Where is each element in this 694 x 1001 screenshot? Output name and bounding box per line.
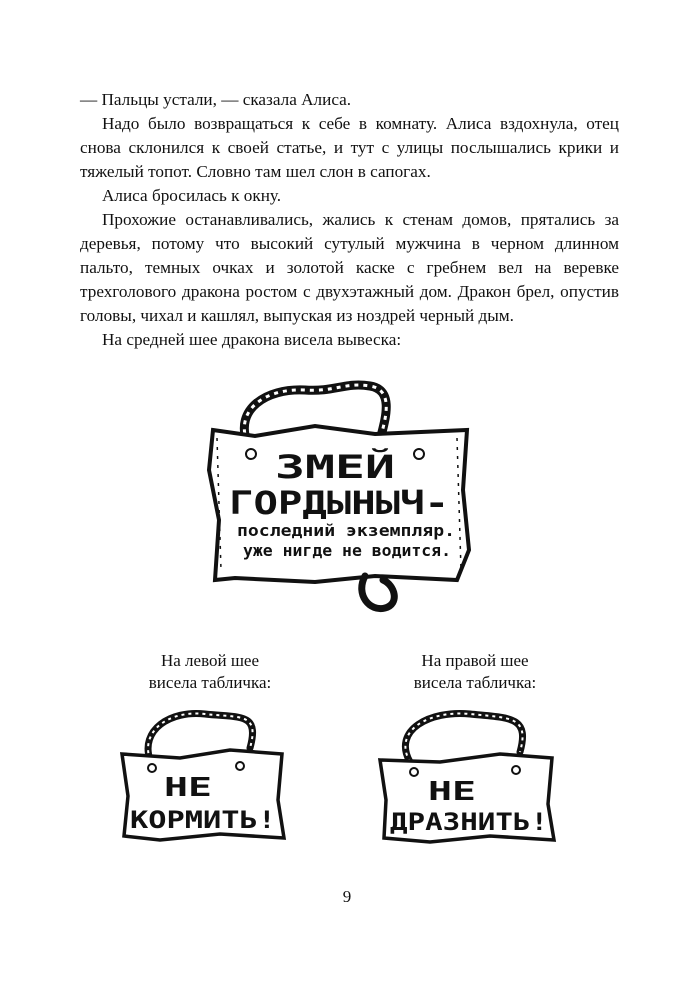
right-caption bbox=[375, 650, 575, 694]
paragraph: Прохожие останавливались, жались к стенам домов, прятались за деревья, потому что высокий сутулый мужчина в черном длинном пальто, темных очках и золотой каске с гребнем вел на веревке трехголового дракона ростом с двухэтажный дом. Дракон брел, опустив головы, чихал и кашлял, выпуская из ноздрей черный дым. bbox=[80, 210, 619, 325]
left-sign-line2: КОРМИТЬ! bbox=[130, 806, 276, 834]
big-sign-line3: последний экземпляр. bbox=[237, 521, 455, 540]
big-sign-illustration bbox=[195, 380, 485, 620]
body-text bbox=[80, 88, 619, 352]
big-sign-line2: ГОРДЫНЫЧ- bbox=[229, 484, 449, 522]
left-caption-line2: висела табличка: bbox=[148, 673, 272, 692]
right-sign-line1: НЕ bbox=[428, 777, 476, 807]
right-sign-line2: ДРАЗНИТЬ! bbox=[390, 808, 548, 836]
paragraph: Надо было возвращаться к себе в комнату. Алиса вздохнула, отец снова склонился к своей статье, и тут с улицы послышались крики и тяжелый топот. Словно там шел слон в сапогах. bbox=[80, 114, 619, 181]
right-caption-line2: висела табличка: bbox=[413, 673, 537, 692]
left-caption bbox=[110, 650, 310, 694]
left-sign-illustration bbox=[110, 700, 300, 850]
paragraph: — Пальцы устали, — сказала Алиса. bbox=[80, 90, 352, 109]
big-sign-line1: ЗМЕЙ bbox=[275, 448, 395, 486]
big-sign-line4: уже нигде не водится. bbox=[243, 541, 451, 560]
paragraph: На средней шее дракона висела вывеска: bbox=[102, 330, 402, 349]
left-caption-line1: На левой шее bbox=[160, 651, 260, 670]
right-caption-line1: На правой шее bbox=[421, 651, 529, 670]
right-sign-illustration bbox=[370, 700, 570, 850]
page-number: 9 bbox=[342, 887, 352, 906]
paragraph: Алиса бросилась к окну. bbox=[102, 186, 282, 205]
left-sign-line1: НЕ bbox=[164, 773, 212, 803]
